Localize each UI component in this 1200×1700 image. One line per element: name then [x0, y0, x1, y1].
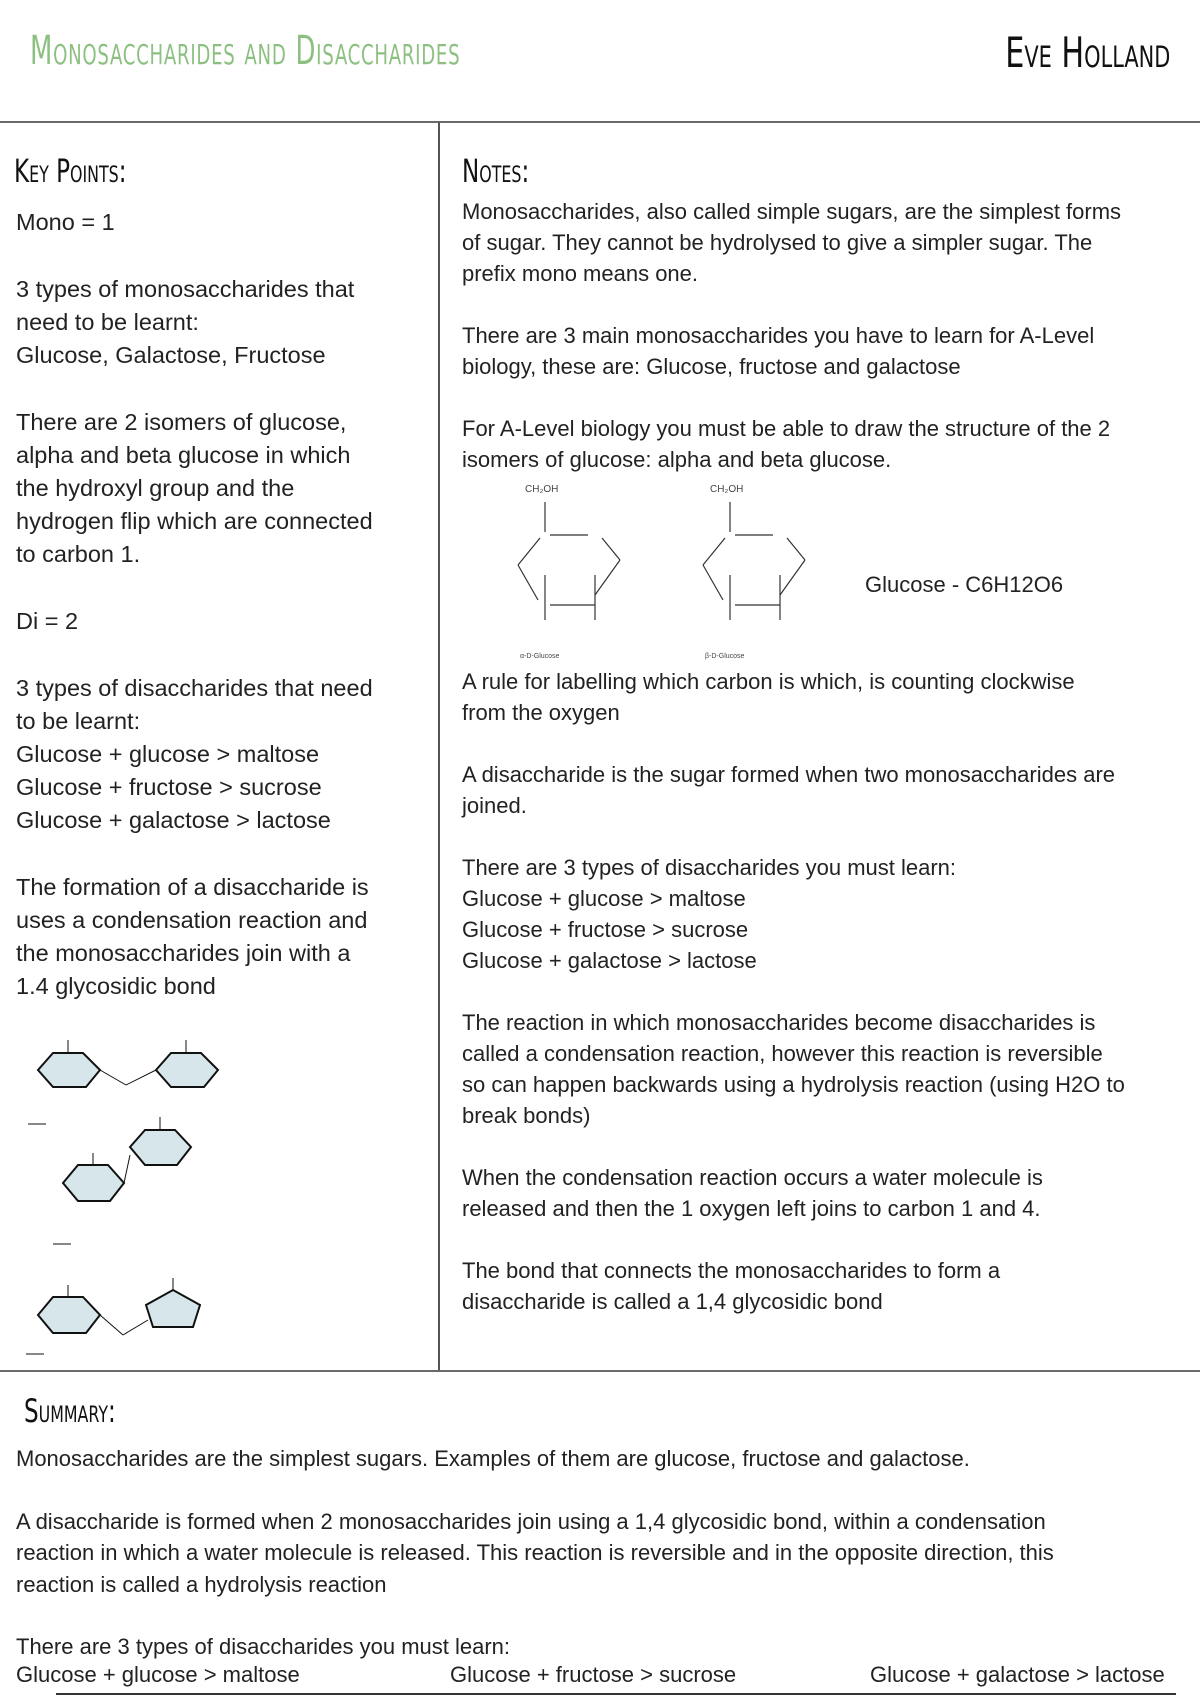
text-line: to carbon 1.: [16, 541, 141, 567]
summary-disaccharide-row: [16, 1662, 1186, 1692]
text-line: 1.4 glycosidic bond: [16, 973, 216, 999]
text-line: A rule for labelling which carbon is which, is counting clockwise: [462, 669, 1075, 694]
text-line: For A-Level biology you must be able to draw the structure of the 2: [462, 416, 1111, 441]
text-line: Glucose + galactose > lactose: [462, 948, 757, 973]
text-line: Glucose, Galactose, Fructose: [16, 342, 326, 368]
text-line: break bonds): [462, 1103, 591, 1128]
text-line: disaccharide is called a 1,4 glycosidic bond: [462, 1289, 883, 1314]
key-points-body: [16, 206, 426, 1003]
text-line: biology, these are: Glucose, fructose and galactose: [462, 354, 961, 379]
text-line: The formation of a disaccharide is: [16, 874, 369, 900]
text-line: Glucose + glucose > maltose: [16, 741, 320, 767]
ch2oh-label: CH₂OH: [525, 484, 559, 495]
text-line: called a condensation reaction, however this reaction is reversible: [462, 1041, 1103, 1066]
summary-paragraph: [16, 1631, 1186, 1663]
header-divider: [0, 121, 1200, 123]
text-line: When the condensation reaction occurs a water molecule is: [462, 1165, 1043, 1190]
text-line: the monosaccharides join with a: [16, 940, 351, 966]
text-line: alpha and beta glucose in which: [16, 442, 351, 468]
text-line: Monosaccharides, also called simple sugars, are the simplest forms: [462, 199, 1122, 224]
text-line: hydrogen flip which are connected: [16, 508, 373, 534]
page-title: Monosaccharides and Disaccharides: [30, 28, 461, 74]
summary-heading: Summary:: [24, 1392, 116, 1430]
key-point-paragraph: [16, 605, 426, 638]
notes-paragraph: [462, 666, 1177, 728]
key-points-heading: Key Points:: [14, 152, 127, 190]
glucose-isomer-diagram: [480, 480, 1200, 675]
key-point-paragraph: [16, 871, 426, 1003]
notes-paragraph: [462, 759, 1177, 821]
notes-paragraph: [462, 320, 1177, 382]
text-line: joined.: [462, 793, 527, 818]
text-line: of sugar. They cannot be hydrolysed to give a simpler sugar. The: [462, 230, 1093, 255]
text-line: The reaction in which monosaccharides become disaccharides is: [462, 1010, 1096, 1035]
bottom-rule: [56, 1693, 1176, 1695]
text-line: Glucose + fructose > sucrose: [16, 774, 322, 800]
beta-glucose-caption: β-D-Glucose: [705, 653, 745, 660]
text-line: reaction in which a water molecule is released. This reaction is reversible and in the opposite direction, this: [16, 1540, 1054, 1565]
key-point-paragraph: [16, 672, 426, 837]
text-line: Glucose + galactose > lactose: [16, 807, 331, 833]
notes-block-bottom: [462, 666, 1177, 1317]
text-line: need to be learnt:: [16, 309, 199, 335]
notes-paragraph: [462, 1162, 1177, 1224]
text-line: to be learnt:: [16, 708, 141, 734]
key-point-paragraph: [16, 406, 426, 571]
summary-divider: [0, 1370, 1200, 1372]
text-line: There are 3 main monosaccharides you have to learn for A-Level: [462, 323, 1095, 348]
disaccharide-structures-image: [18, 1035, 248, 1365]
sucrose-equation: Glucose + fructose > sucrose: [450, 1662, 737, 1687]
summary-paragraph: [16, 1506, 1186, 1601]
text-line: the hydroxyl group and the: [16, 475, 295, 501]
text-line: Glucose + fructose > sucrose: [462, 917, 749, 942]
notes-paragraph: [462, 852, 1177, 976]
notes-paragraph: [462, 1255, 1177, 1317]
text-line: from the oxygen: [462, 700, 620, 725]
notes-paragraph: [462, 1007, 1177, 1131]
key-point-paragraph: [16, 273, 426, 372]
key-point-paragraph: [16, 206, 426, 239]
text-line: There are 3 types of disaccharides you must learn:: [462, 855, 957, 880]
notes-paragraph: [462, 413, 1177, 475]
text-line: Monosaccharides are the simplest sugars. Examples of them are glucose, fructose and galactose.: [16, 1446, 970, 1471]
ch2oh-label: CH₂OH: [710, 484, 744, 495]
text-line: A disaccharide is the sugar formed when two monosaccharides are: [462, 762, 1116, 787]
lactose-equation: Glucose + galactose > lactose: [870, 1662, 1165, 1687]
column-divider: [438, 122, 440, 1370]
notes-heading: Notes:: [462, 152, 530, 190]
maltose-equation: Glucose + glucose > maltose: [16, 1662, 300, 1687]
text-line: Di = 2: [16, 608, 79, 634]
alpha-glucose-caption: α-D-Glucose: [520, 653, 560, 660]
text-line: prefix mono means one.: [462, 261, 699, 286]
notes-paragraph: [462, 196, 1177, 289]
text-line: There are 3 types of disaccharides you must learn:: [16, 1634, 511, 1659]
text-line: The bond that connects the monosaccharides to form a: [462, 1258, 1001, 1283]
author-name: Eve Holland: [1004, 28, 1170, 77]
text-line: 3 types of disaccharides that need: [16, 675, 373, 701]
summary-paragraph: [16, 1443, 1186, 1475]
text-line: There are 2 isomers of glucose,: [16, 409, 347, 435]
text-line: reaction is called a hydrolysis reaction: [16, 1571, 387, 1597]
text-line: Mono = 1: [16, 209, 115, 235]
text-line: A disaccharide is formed when 2 monosaccharides join using a 1,4 glycosidic bond, within a condensation: [16, 1508, 1046, 1534]
text-line: so can happen backwards using a hydrolysis reaction (using H2O to: [462, 1072, 1125, 1097]
text-line: uses a condensation reaction and: [16, 907, 368, 933]
notes-block-top: [462, 196, 1177, 475]
text-line: released and then the 1 oxygen left joins to carbon 1 and 4.: [462, 1196, 1041, 1221]
text-line: isomers of glucose: alpha and beta glucose.: [462, 447, 892, 472]
text-line: 3 types of monosaccharides that: [16, 276, 355, 302]
text-line: Glucose + glucose > maltose: [462, 886, 746, 911]
glucose-formula: Glucose - C6H12O6: [865, 572, 1064, 597]
summary-body: [16, 1443, 1186, 1663]
